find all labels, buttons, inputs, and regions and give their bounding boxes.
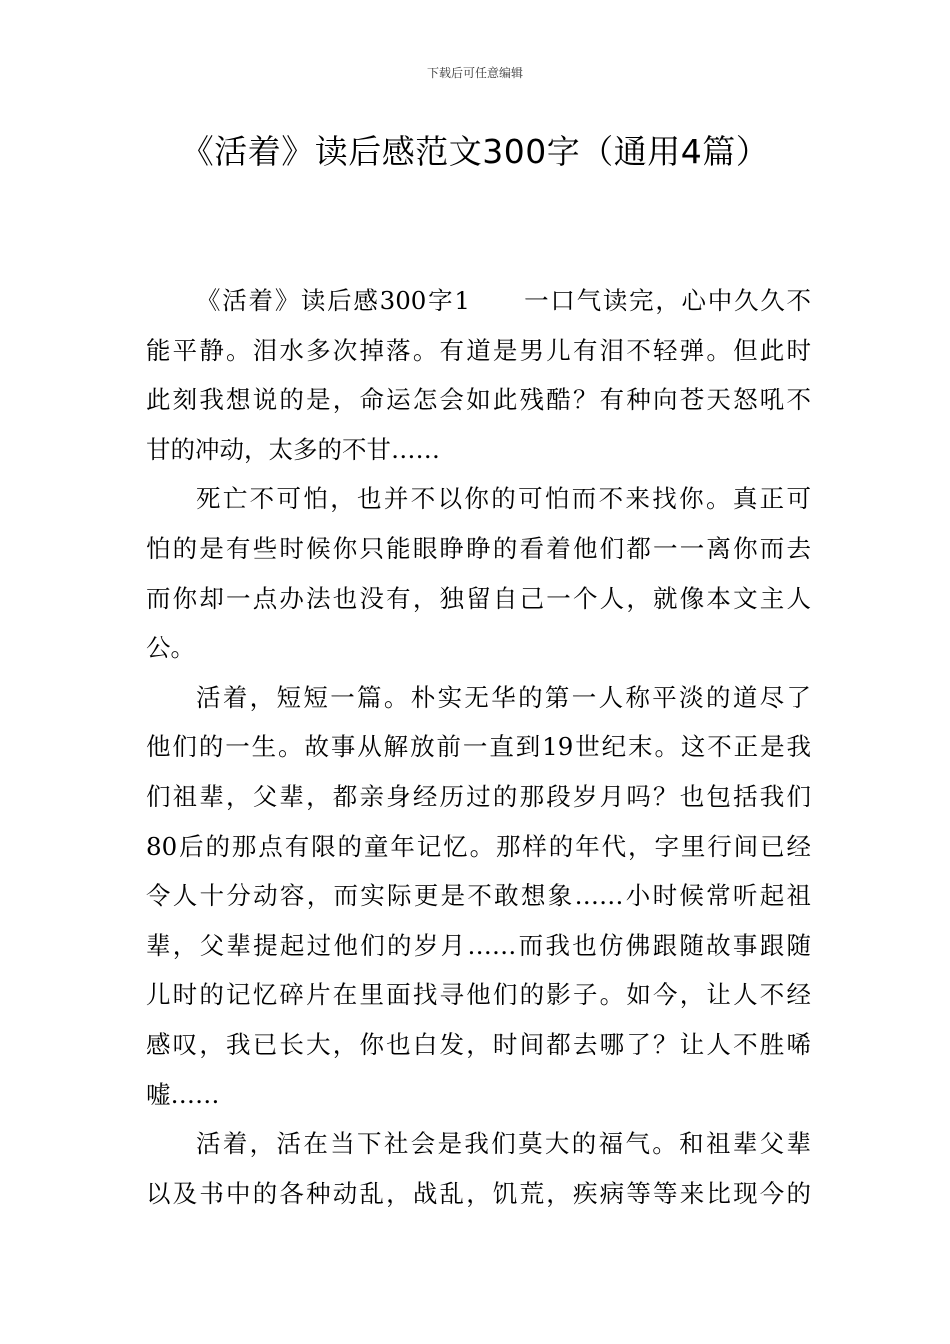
text-line: 怕的是有些时候你只能眼睁睁的看着他们都一一离你而去 (146, 533, 811, 563)
paragraph (146, 1119, 811, 1218)
header-note: 下载后可任意编辑 (426, 66, 523, 80)
text-line: 他们的一生。故事从解放前一直到19世纪末。这不正是我 (146, 732, 811, 762)
paragraph (146, 673, 811, 1119)
page-title: 《活着》读后感范文300字（通用4篇） (180, 132, 770, 171)
paragraph (146, 474, 811, 672)
text-line: 活着，活在当下社会是我们莫大的福气。和祖辈父辈 (196, 1129, 811, 1159)
text-line: 嘘…… (146, 1079, 220, 1109)
text-line: 们祖辈，父辈，都亲身经历过的那段岁月吗？也包括我们 (146, 781, 811, 811)
text-line: 《活着》读后感300字1 一口气读完，心中久久不 (196, 286, 811, 315)
text-line: 辈，父辈提起过他们的岁月……而我也仿佛跟随故事跟随 (146, 930, 811, 960)
text-line: 甘的冲动，太多的不甘…… (146, 434, 440, 464)
text-line: 儿时的记忆碎片在里面找寻他们的影子。如今，让人不经 (146, 980, 811, 1010)
text-line: 以及书中的各种动乱，战乱，饥荒，疾病等等来比现今的 (146, 1178, 811, 1208)
text-line: 令人十分动容，而实际更是不敢想象……小时候常听起祖 (146, 881, 811, 911)
text-line: 80后的那点有限的童年记忆。那样的年代，字里行间已经 (146, 831, 811, 861)
text-line: 能平静。泪水多次掉落。有道是男儿有泪不轻弹。但此时 (146, 335, 811, 365)
text-line: 活着，短短一篇。朴实无华的第一人称平淡的道尽了 (196, 682, 811, 712)
text-line: 此刻我想说的是，命运怎会如此残酷？有种向苍天怒吼不 (146, 385, 811, 415)
text-line: 感叹，我已长大，你也白发，时间都去哪了？让人不胜唏 (146, 1029, 811, 1059)
text-line: 而你却一点办法也没有，独留自己一个人，就像本文主人 (146, 583, 811, 613)
document-body (146, 276, 811, 1218)
text-line: 公。 (146, 633, 195, 663)
paragraph (146, 276, 811, 474)
text-line: 死亡不可怕，也并不以你的可怕而不来找你。真正可 (196, 484, 811, 514)
